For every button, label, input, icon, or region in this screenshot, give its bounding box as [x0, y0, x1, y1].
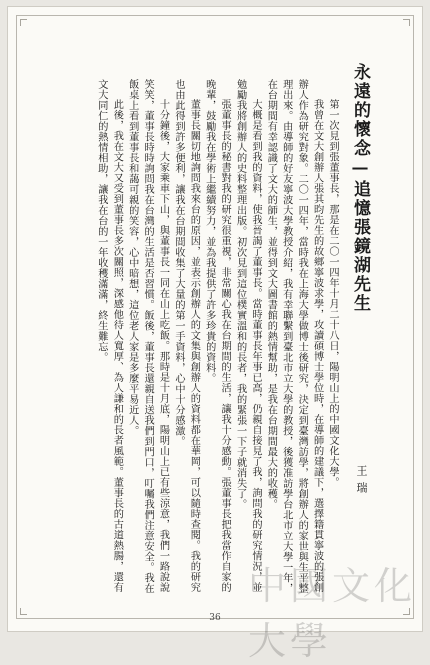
article-author: 王瑞: [355, 465, 368, 499]
body-paragraph: 董事長關切地詢問我來台的原因，並表示創辦人的文集與創辦人的資料都在華岡，可以隨時查閱。我的研究也由此得到許多便利，讓我在台期間收集了大量的第一手資料，心中十分感激。: [172, 79, 200, 593]
body-paragraph: 張董事長的秘書對我的研究很重視，非常關心我在台期間的生活，讓我十分感動。張董事長把我當作自家的晚輩，鼓勵我在學術上繼續努力，並為我提供了許多珍貴的資料。: [203, 79, 231, 593]
frame-corner-ornament: [20, 19, 27, 26]
body-paragraph: 此後，我在文大又受到董事長多次關照，深感他待人寬厚、為人謙和的長者風範。董事長的古道熱腸，還有文大同仁的熱情相助，讓我在台的一年收穫滿滿，終生難忘。: [95, 79, 123, 593]
body-paragraph: 第一次見到張董事長，那是在二〇一四年十月二十八日，陽明山上的中國文化大學。: [327, 99, 338, 488]
library-watermark: 中國文化大學: [248, 564, 417, 663]
article-title: 永遠的懷念—追憶張鏡湖先生: [350, 63, 370, 313]
body-paragraph: 十分鐘後，大家乘車下山，與董事長一同在山上吃飯。那時是十月底，陽明山上已有些涼意，我們一路說說笑笑，董事長時時詢問我在台灣的生活是否習慣。飯後，董事長還親自送我們到門口，叮囑我們注意安全。我在飯桌上看到董事長和藹可親的笑容，心中暗想，這位老人家是多麼平易近人。: [126, 79, 169, 594]
frame-corner-ornament: [403, 19, 410, 26]
body-paragraph: 我曾在文大創辦人張其昀先生的故鄉寧波求學，攻讀碩博士學位時，在導師的建議下，選擇籍貫寧波的張創辦人作為研究對象。二〇一四年，當時我在上海大學做博士後研究，決定到臺灣訪學，將創辦人的家世與生平整理出來。由導師的好友寧波大學教授介紹，我有幸聯繫到臺北市立大學的教授，後獲准訪學台北市立大學一年，在台期間有幸認識了文大的師生，並得到文大圖書館的熱情幫助，是我在台期間最大的收穫。: [265, 79, 323, 594]
article-body: [36, 79, 340, 599]
document-page: [7, 6, 423, 663]
body-paragraph: 大概是看到我的資料，使我晉謁了董事長。當時董事長年事已高，仍親自接見了我，詢問我的研究情況，並勉勵我將創辦人的史料整理出版。初次見到這位樸實溫和的長者，我的緊張一下子就消失了。: [234, 79, 261, 593]
page-number: 36: [209, 613, 221, 623]
